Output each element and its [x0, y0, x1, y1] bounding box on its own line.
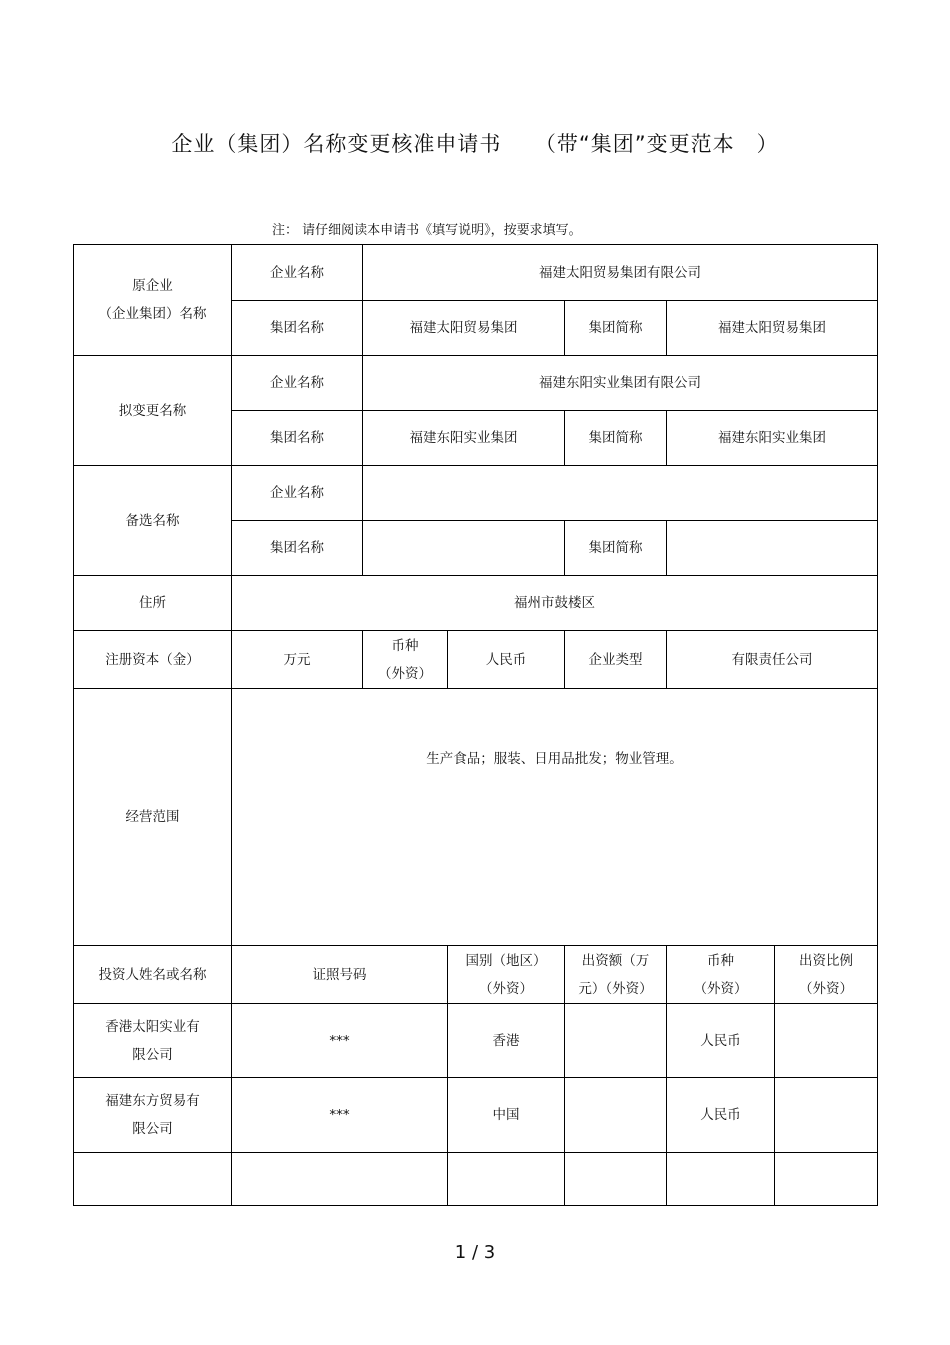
investor-ratio-header: [775, 946, 878, 1004]
investor-amount-header: [565, 946, 667, 1004]
scope-label: 经营范围: [74, 689, 232, 946]
currency-field[interactable]: 人民币: [448, 631, 565, 689]
original-company-name-field[interactable]: 福建太阳贸易集团有限公司: [363, 245, 878, 301]
proposed-company-name-field[interactable]: 福建东阳实业集团有限公司: [363, 356, 878, 411]
application-form-table: [73, 244, 878, 1206]
investor-country-field[interactable]: 香港: [448, 1004, 565, 1078]
investor-country-header-line2: （外资）: [479, 980, 533, 997]
investor-amount-field[interactable]: [565, 1004, 667, 1078]
investor-ratio-field[interactable]: [775, 1004, 878, 1078]
investor-amount-field[interactable]: [565, 1153, 667, 1206]
capital-unit-field[interactable]: 万元: [232, 631, 363, 689]
investor-currency-field[interactable]: 人民币: [667, 1004, 775, 1078]
investor-name-field[interactable]: [74, 1153, 232, 1206]
address-field[interactable]: 福州市鼓楼区: [232, 576, 878, 631]
capital-label: 注册资本（金）: [74, 631, 232, 689]
original-section-label-line2: （企业集团）名称: [98, 306, 207, 322]
investor-row-empty: [74, 1153, 878, 1206]
investor-name-line1: 福建东方贸易有: [105, 1093, 200, 1109]
original-section-label: [74, 245, 232, 356]
fill-instructions-note: 注： 请仔细阅读本申请书《填写说明》，按要求填写。: [272, 223, 582, 238]
investor-row: [74, 1078, 878, 1153]
investor-country-header-line1: 国别（地区）: [465, 952, 547, 969]
alternate-group-short-field[interactable]: [667, 521, 878, 576]
investor-currency-header-line2: （外资）: [693, 980, 748, 997]
alternate-company-name-field[interactable]: [363, 466, 878, 521]
currency-label-line1: 币种: [391, 637, 419, 654]
investor-country-header: [448, 946, 565, 1004]
alternate-group-name-label: 集团名称: [232, 521, 363, 576]
address-label: 住所: [74, 576, 232, 631]
investor-header-row: [74, 946, 878, 1004]
proposed-company-name-label: 企业名称: [232, 356, 363, 411]
proposed-group-short-label: 集团简称: [565, 411, 667, 466]
alternate-company-name-label: 企业名称: [232, 466, 363, 521]
investor-country-field[interactable]: 中国: [448, 1078, 565, 1153]
scope-row: [74, 689, 878, 946]
investor-amount-field[interactable]: [565, 1078, 667, 1153]
original-company-row: [74, 245, 878, 301]
investor-amount-header-line1: 出资额（万: [581, 952, 650, 969]
investor-row: [74, 1004, 878, 1078]
investor-name-line2: 限公司: [132, 1121, 173, 1137]
investor-name-field[interactable]: [74, 1078, 232, 1153]
investor-id-field[interactable]: ***: [232, 1078, 448, 1153]
alternate-section-label: 备选名称: [74, 466, 232, 576]
original-section-label-line1: 原企业: [132, 278, 173, 294]
original-group-short-label: 集团简称: [565, 301, 667, 356]
page-number: 1 / 3: [454, 1242, 496, 1263]
investor-name-field[interactable]: [74, 1004, 232, 1078]
original-group-short-field[interactable]: 福建太阳贸易集团: [667, 301, 878, 356]
original-group-name-field[interactable]: 福建太阳贸易集团: [363, 301, 565, 356]
investor-id-field[interactable]: [232, 1153, 448, 1206]
alternate-group-short-label: 集团简称: [565, 521, 667, 576]
currency-label-line2: （外资）: [378, 665, 432, 682]
investor-name-line2: 限公司: [132, 1046, 173, 1063]
capital-row: [74, 631, 878, 689]
proposed-company-row: [74, 356, 878, 411]
company-type-label: 企业类型: [565, 631, 667, 689]
currency-label: [363, 631, 448, 689]
investor-currency-header: [667, 946, 775, 1004]
company-type-field[interactable]: 有限责任公司: [667, 631, 878, 689]
investor-currency-field[interactable]: [667, 1153, 775, 1206]
proposed-group-name-label: 集团名称: [232, 411, 363, 466]
alternate-group-name-field[interactable]: [363, 521, 565, 576]
investor-id-header: 证照号码: [232, 946, 448, 1004]
address-row: [74, 576, 878, 631]
investor-country-field[interactable]: [448, 1153, 565, 1206]
original-group-name-label: 集团名称: [232, 301, 363, 356]
proposed-group-name-field[interactable]: 福建东阳实业集团: [363, 411, 565, 466]
investor-ratio-header-line2: （外资）: [799, 980, 854, 997]
original-company-name-label: 企业名称: [232, 245, 363, 301]
investor-currency-header-line1: 币种: [707, 952, 734, 969]
page-title: 企业（集团）名称变更核准申请书 （带“集团”变更范本 ）: [171, 132, 779, 156]
alternate-company-row: [74, 466, 878, 521]
investor-ratio-field[interactable]: [775, 1078, 878, 1153]
scope-field[interactable]: 生产食品；服装、日用品批发；物业管理。: [232, 689, 878, 946]
investor-amount-header-line2: 元）（外资）: [578, 980, 653, 997]
investor-name-line1: 香港太阳实业有: [105, 1018, 200, 1035]
proposed-group-short-field[interactable]: 福建东阳实业集团: [667, 411, 878, 466]
investor-currency-field[interactable]: 人民币: [667, 1078, 775, 1153]
investor-ratio-header-line1: 出资比例: [799, 952, 854, 969]
investor-ratio-field[interactable]: [775, 1153, 878, 1206]
proposed-section-label: 拟变更名称: [74, 356, 232, 466]
investor-name-header: 投资人姓名或名称: [74, 946, 232, 1004]
investor-id-field[interactable]: ***: [232, 1004, 448, 1078]
